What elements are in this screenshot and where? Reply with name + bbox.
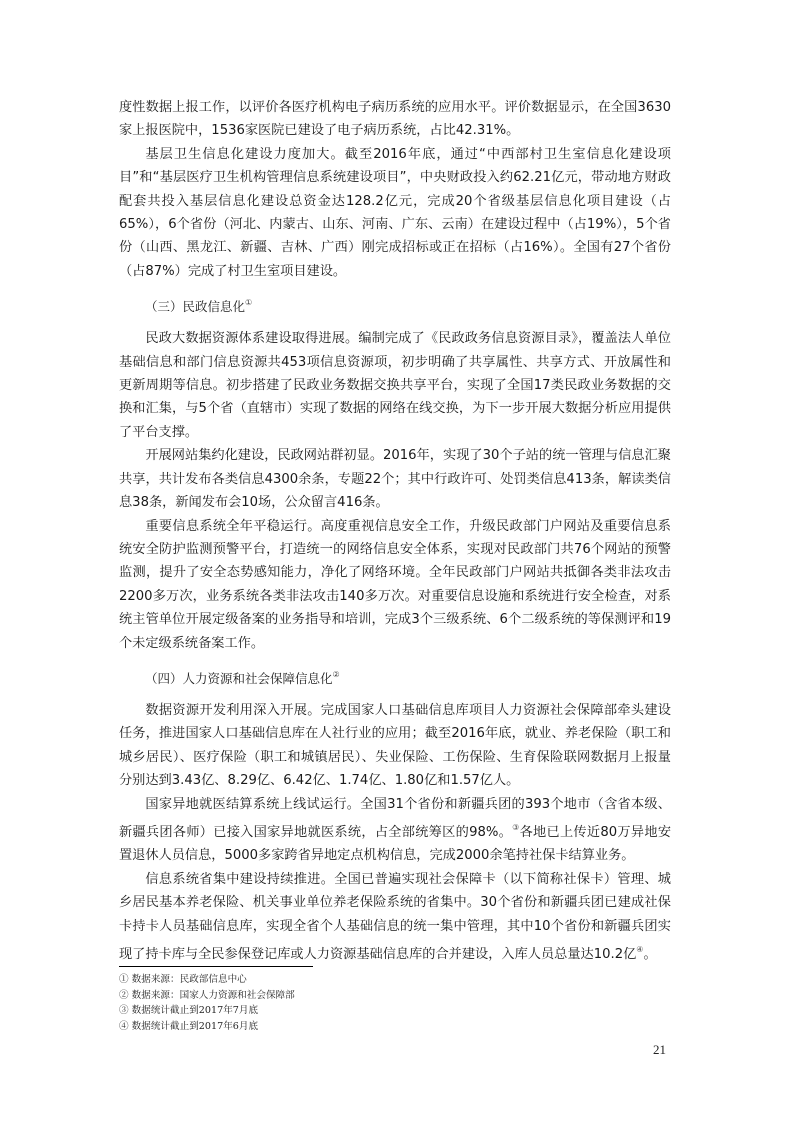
footnote-3: ③ 数据统计截止到2017年7月底 <box>119 1005 259 1016</box>
footnote-1: ① 数据来源：民政部信息中心 <box>119 974 247 985</box>
footnotes <box>119 972 519 1034</box>
paragraph-website-cluster: 开展网站集约化建设，民政网站群初显。2016年，实现了30个子站的统一管理与信息汇聚共享，共计发布各类信息4300余条，专题22个；其中行政许可、处罚类信息413条，解读类信息38条，新闻发布会10场，公众留言416条。 <box>119 448 671 511</box>
footnote-2: ② 数据来源：国家人力资源和社会保障部 <box>119 989 295 1001</box>
footnote-divider <box>119 966 313 967</box>
paragraph-ehr-continuation: 度性数据上报工作，以评价各医疗机构电子病历系统的应用水平。评价数据显示，在全国3630家上报医院中，1536家医院已建设了电子病历系统，占比42.31%。 <box>119 100 671 139</box>
page-number: 21 <box>653 1042 666 1057</box>
paragraph-primary-care: 基层卫生信息化建设力度加大。截至2016年底，通过“中西部村卫生室信息化建设项目”和“基层医疗卫生机构管理信息系统建设项目”，中央财政投入约62.21亿元，带动地方财政配套共投入基层信息化建设总资金达128.2亿元，完成20个省级基层信息化项目建设（占65%），6个省份（河北、内蒙古、山东、河南、广东、云南）在建设过程中（占19%），5个省份（山西、黑龙江、新疆、吉林、广西）刚完成招标或正在招标（占16%）。全国有27个省份（占87%）完成了村卫生室项目建设。 <box>119 146 671 279</box>
footnote-ref-3: ③ <box>512 822 520 832</box>
footnote-ref-2: ② <box>332 669 340 679</box>
footnote-ref-1: ① <box>245 298 253 308</box>
paragraph-text: 信息系统省集中建设持续推进。全国已普遍实现社会保障卡（以下简称社保卡）管理、城乡居民基本养老保险、机关事业单位养老保险系统的省集中。30个省份和新疆兵团已建成社保卡持卡人员基础信息库，实现全省个人基础信息的统一集中管理，其中10个省份和新疆兵团实现了持卡库与全民参保登记库或人力资源基础信息库的合并建设，入库人员总量达10.2亿 <box>119 871 671 962</box>
paragraph-text: 。 <box>643 947 657 962</box>
paragraph-text: 国家异地就医结算系统上线试运行。全国31个省份和新疆兵团的393个地市（含省本级、新疆兵团各师）已接入国家异地就医系统，占全部统筹区的98%。 <box>119 796 671 840</box>
footnote-4: ④ 数据统计截止到2017年6月底 <box>119 1020 259 1032</box>
body-text <box>119 96 671 966</box>
paragraph-provincial-centralization <box>119 868 671 967</box>
footnote-ref-4: ④ <box>636 945 644 954</box>
paragraph-text: 各地已上传近80万异地安置退休人员信息，5000多家跨省异地定点机构信息，完成2000余笔持社保卡结算业务。 <box>119 824 672 864</box>
paragraph-system-security: 重要信息系统全年平稳运行。高度重视信息安全工作，升级民政部门户网站及重要信息系统安全防护监测预警平台，打造统一的网络信息安全体系，实现对民政部门共76个网站的预警监测，提升了安全态势感知能力，净化了网络环境。全年民政部门户网站共抵御各类非法攻击2200多万次，业务系统各类非法攻击140多万次。对重要信息设施和系统进行安全检查，对系统主管单位开展定级备案的业务指导和培训，完成3个三级系统、6个二级系统的等保测评和19个未定级系统备案工作。 <box>119 518 671 651</box>
paragraph-civil-big-data: 民政大数据资源体系建设取得进展。编制完成了《民政政务信息资源目录》，覆盖法人单位基础信息和部门信息资源共453项信息资源项，初步明确了共享属性、共享方式、开放属性和更新周期等信息。初步搭建了民政业务数据交换共享平台，实现了全国17类民政业务数据的交换和汇集，与5个省（直辖市）实现了数据的网络在线交换，为下一步开展大数据分析应用提供了平台支撑。 <box>119 331 671 440</box>
section-heading-text: （四）人力资源和社会保障信息化 <box>145 670 333 686</box>
paragraph-data-resources: 数据资源开发利用深入开展。完成国家人口基础信息库项目人力资源社会保障部牵头建设任务，推进国家人口基础信息库在人社行业的应用；截至2016年底，就业、养老保险（职工和城乡居民）、医疗保险（职工和城镇居民）、失业保险、工伤保险、生育保险联网数据月上报量分别达到3.43亿、8.29亿、6.42亿、1.74亿、1.80亿和1.57亿人。 <box>119 702 671 789</box>
section-heading-text: （三）民政信息化 <box>145 299 246 315</box>
paragraph-remote-medical-settlement <box>119 793 671 868</box>
section-heading-hr-social-security <box>119 661 671 693</box>
section-heading-civil-affairs <box>119 289 671 321</box>
